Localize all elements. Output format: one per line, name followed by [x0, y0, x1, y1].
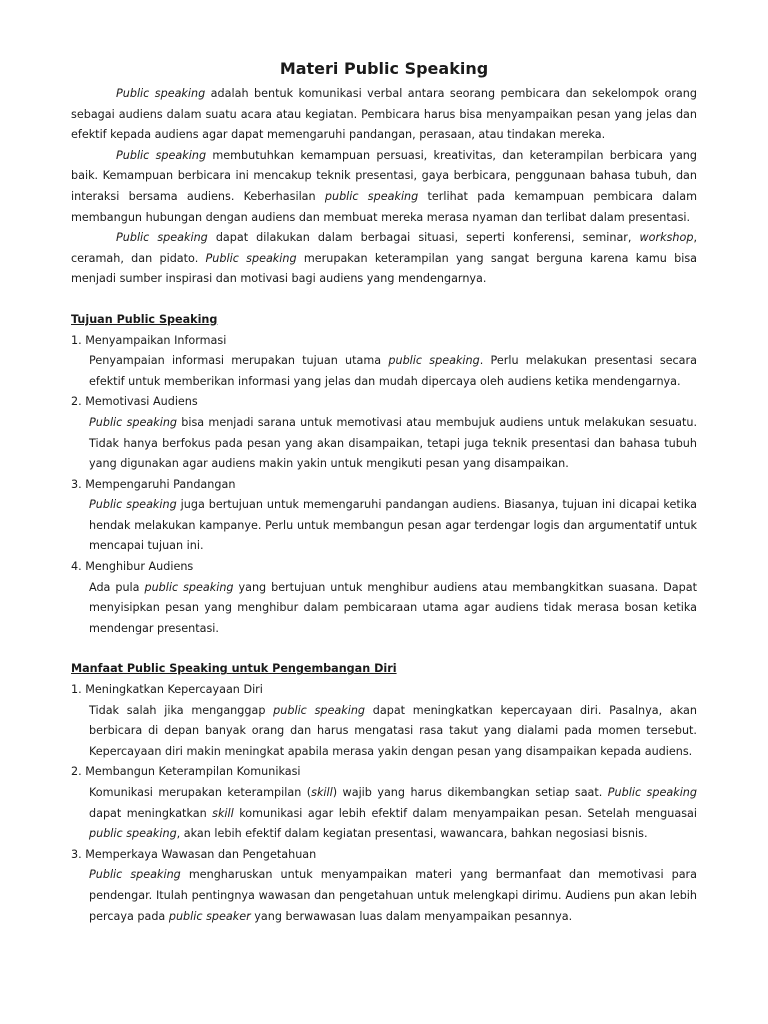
list-item-body — [71, 413, 697, 475]
section-heading-manfaat: Manfaat Public Speaking untuk Pengembangan Diri — [71, 662, 397, 676]
list-item-label: 1. Meningkatkan Kepercayaan Diri — [71, 683, 263, 697]
italic-term: public speaker — [168, 909, 251, 923]
text-run: juga bertujuan untuk memengaruhi pandangan audiens. Biasanya, tujuan ini dicapai ketika hendak melakukan kampanye. Perlu untuk membangun pesan agar terdengar logis dan argumentatif untuk mencapai tujuan ini. — [89, 498, 697, 553]
italic-term: skill — [311, 786, 333, 799]
italic-term: public speaking — [144, 580, 234, 594]
text-run: membutuhkan kemampuan persuasi, kreativitas, dan keterampilan berbicara yang baik. Kemampuan berbicara ini mencakup teknik presentasi, gaya berbicara, penggunaan bahasa tubuh, dan interaksi bersama audiens. Keberhasilan — [71, 148, 697, 203]
list-item-label: 1. Menyampaikan Informasi — [71, 333, 227, 347]
text-run: Komunikasi merupakan keterampilan ( — [89, 786, 312, 799]
intro-paragraph — [71, 146, 697, 228]
text-run: terlihat pada kemampuan pembicara dalam membangun hubungan dengan audiens dan membuat mereka merasa nyaman dan terlibat dalam presentasi. — [71, 189, 697, 224]
text-run: bisa menjadi sarana untuk memotivasi atau membujuk audiens untuk melakukan sesuatu. Tidak hanya berfokus pada pesan yang akan disampaikan, tetapi juga teknik presentasi dan bahasa tubuh yang digunakan agar audiens makin yakin untuk mengikuti pesan yang disampaikan. — [89, 415, 697, 471]
italic-term: Public speaking — [116, 231, 208, 245]
italic-term: Public speaking — [116, 148, 207, 162]
italic-term: workshop — [639, 231, 694, 245]
italic-term: public speaking — [388, 354, 480, 368]
text-run: , ceramah, dan pidato. — [71, 231, 698, 265]
italic-term: Public speaking — [205, 251, 297, 265]
text-run: ) wajib yang harus dikembangkan setiap saat. — [332, 786, 608, 799]
text-run: yang berwawasan luas dalam menyampaikan pesannya. — [250, 909, 573, 923]
italic-term: Public speaking — [89, 498, 177, 512]
text-run: dapat meningkatkan kepercayaan diri. Pasalnya, akan berbicara di depan banyak orang dan harus mengatasi rasa takut yang dialami pada momen tersebut. Kepercayaan diri makin meningkat apabila merasa yakin dengan pesan yang disampaikan kepada audiens. — [89, 703, 697, 758]
italic-term: public speaking — [273, 703, 366, 717]
list-item-body — [71, 865, 697, 927]
list-item-label: 3. Mempengaruhi Pandangan — [71, 477, 236, 491]
text-run: Tidak salah jika menganggap — [89, 703, 274, 717]
text-run: Ada pula — [89, 580, 145, 594]
text-run: dapat meningkatkan — [89, 806, 213, 820]
list-item-label: 4. Menghibur Audiens — [71, 560, 194, 574]
page-title: Materi Public Speaking — [279, 59, 489, 78]
italic-term: Public speaking — [607, 786, 697, 799]
text-run: merupakan keterampilan yang sangat berguna karena kamu bisa menjadi sumber inspirasi dan motivasi bagi audiens yang mendengarnya. — [71, 251, 698, 286]
text-run: . Perlu melakukan presentasi secara efektif untuk memberikan informasi yang jelas dan mudah dipercaya oleh audiens ketika mendengarnya. — [89, 354, 697, 388]
list-item-label: 2. Memotivasi Audiens — [71, 395, 198, 409]
intro-paragraph — [71, 228, 697, 290]
intro-paragraph — [71, 84, 697, 146]
text-run: mengharuskan untuk menyampaikan materi yang bermanfaat dan memotivasi para pendengar. Itulah pentingnya wawasan dan pengetahuan untuk melengkapi dirimu. Audiens pun akan lebih percaya pada — [89, 868, 698, 923]
italic-term: Public speaking — [116, 87, 206, 100]
italic-term: public speaking — [324, 189, 419, 203]
section-heading-tujuan: Tujuan Public Speaking — [71, 312, 218, 326]
list-item-body — [71, 578, 697, 640]
text-run: komunikasi agar lebih efektif dalam menyampaikan pesan. Setelah menguasai — [233, 806, 697, 820]
list-item-body — [71, 351, 697, 392]
italic-term: Public speaking — [89, 415, 178, 429]
list-item-body — [71, 783, 697, 845]
document-content — [71, 58, 697, 927]
italic-term: Public speaking — [89, 868, 181, 882]
text-run: Penyampaian informasi merupakan tujuan utama — [89, 354, 389, 368]
list-item-label: 3. Memperkaya Wawasan dan Pengetahuan — [71, 847, 317, 861]
text-run: yang bertujuan untuk menghibur audiens atau membangkitkan suasana. Dapat menyisipkan pesan yang menghibur dalam pembicaraan utama agar audiens tidak merasa bosan ketika mendengar presentasi. — [89, 580, 697, 635]
text-run: adalah bentuk komunikasi verbal antara seorang pembicara dan sekelompok orang sebagai audiens dalam suatu acara atau kegiatan. Pembicara harus bisa menyampaikan pesan yang jelas dan efektif kepada audiens agar dapat memengaruhi pandangan, perasaan, atau tindakan mereka. — [71, 87, 697, 142]
list-item-body — [71, 701, 697, 763]
list-item-body — [71, 495, 697, 557]
text-run: , akan lebih efektif dalam kegiatan presentasi, wawancara, bahkan negosiasi bisnis. — [176, 827, 648, 841]
italic-term: public speaking — [89, 827, 177, 841]
italic-term: skill — [212, 806, 234, 820]
text-run: dapat dilakukan dalam berbagai situasi, seperti konferensi, seminar, — [207, 231, 640, 245]
list-item-label: 2. Membangun Keterampilan Komunikasi — [71, 765, 301, 779]
